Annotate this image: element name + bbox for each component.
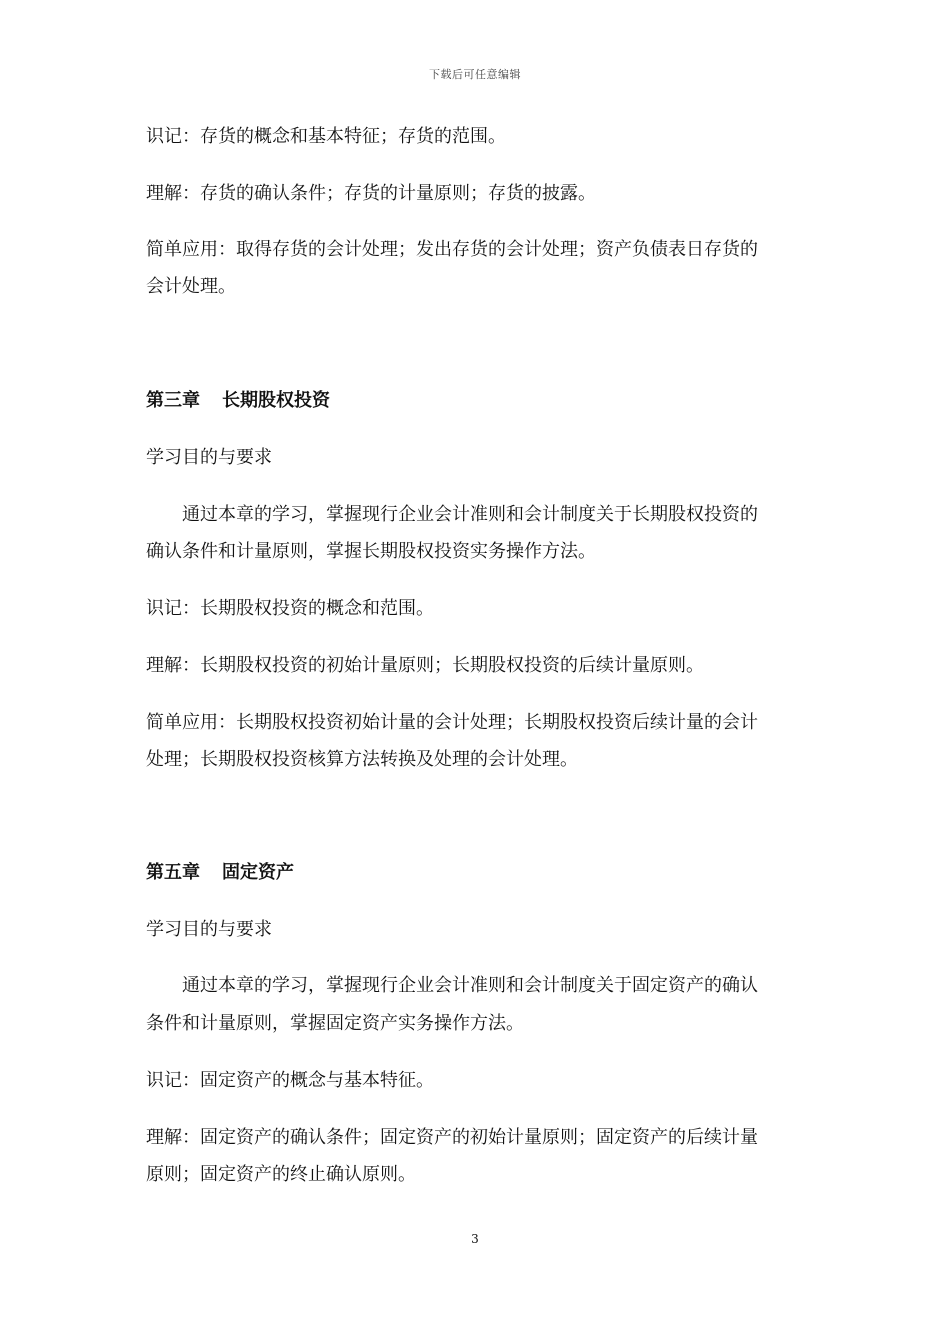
chapter5-intro-line1: 通过本章的学习，掌握现行企业会计准则和会计制度关于固定资产的确认 bbox=[182, 975, 758, 996]
chapter3-label: 第三章 bbox=[146, 390, 200, 411]
chapter5-intro-line2: 条件和计量原则，掌握固定资产实务操作方法。 bbox=[146, 1013, 524, 1034]
prev-apply-line1: 简单应用：取得存货的会计处理；发出存货的会计处理；资产负债表日存货的 bbox=[146, 239, 758, 260]
prev-apply-line2: 会计处理。 bbox=[146, 276, 236, 297]
chapter5-label: 第五章 bbox=[146, 862, 200, 883]
page-number: 3 bbox=[471, 1232, 479, 1246]
chapter5-recall: 识记：固定资产的概念与基本特征。 bbox=[146, 1070, 434, 1091]
chapter3-recall: 识记：长期股权投资的概念和范围。 bbox=[146, 598, 434, 619]
chapter5-subtitle: 学习目的与要求 bbox=[146, 919, 272, 940]
chapter3-title: 长期股权投资 bbox=[222, 390, 330, 411]
chapter5-heading bbox=[146, 854, 806, 892]
chapter3-heading bbox=[146, 382, 806, 420]
chapter3-subtitle: 学习目的与要求 bbox=[146, 447, 272, 468]
chapter3-intro-line2: 确认条件和计量原则，掌握长期股权投资实务操作方法。 bbox=[146, 541, 596, 562]
chapter5-title: 固定资产 bbox=[222, 862, 294, 883]
chapter3-intro-line1: 通过本章的学习，掌握现行企业会计准则和会计制度关于长期股权投资的 bbox=[182, 504, 758, 525]
chapter3-apply-line2: 处理；长期股权投资核算方法转换及处理的会计处理。 bbox=[146, 749, 578, 770]
chapter5-understand-line1: 理解：固定资产的确认条件；固定资产的初始计量原则；固定资产的后续计量 bbox=[146, 1127, 758, 1148]
page-header: 下载后可任意编辑 bbox=[429, 68, 521, 81]
chapter3-apply-line1: 简单应用：长期股权投资初始计量的会计处理；长期股权投资后续计量的会计 bbox=[146, 712, 758, 733]
chapter5-understand-line2: 原则；固定资产的终止确认原则。 bbox=[146, 1164, 416, 1185]
prev-recall: 识记：存货的概念和基本特征；存货的范围。 bbox=[146, 126, 506, 147]
chapter3-understand: 理解：长期股权投资的初始计量原则；长期股权投资的后续计量原则。 bbox=[146, 655, 704, 676]
prev-understand: 理解：存货的确认条件；存货的计量原则；存货的披露。 bbox=[146, 183, 596, 204]
